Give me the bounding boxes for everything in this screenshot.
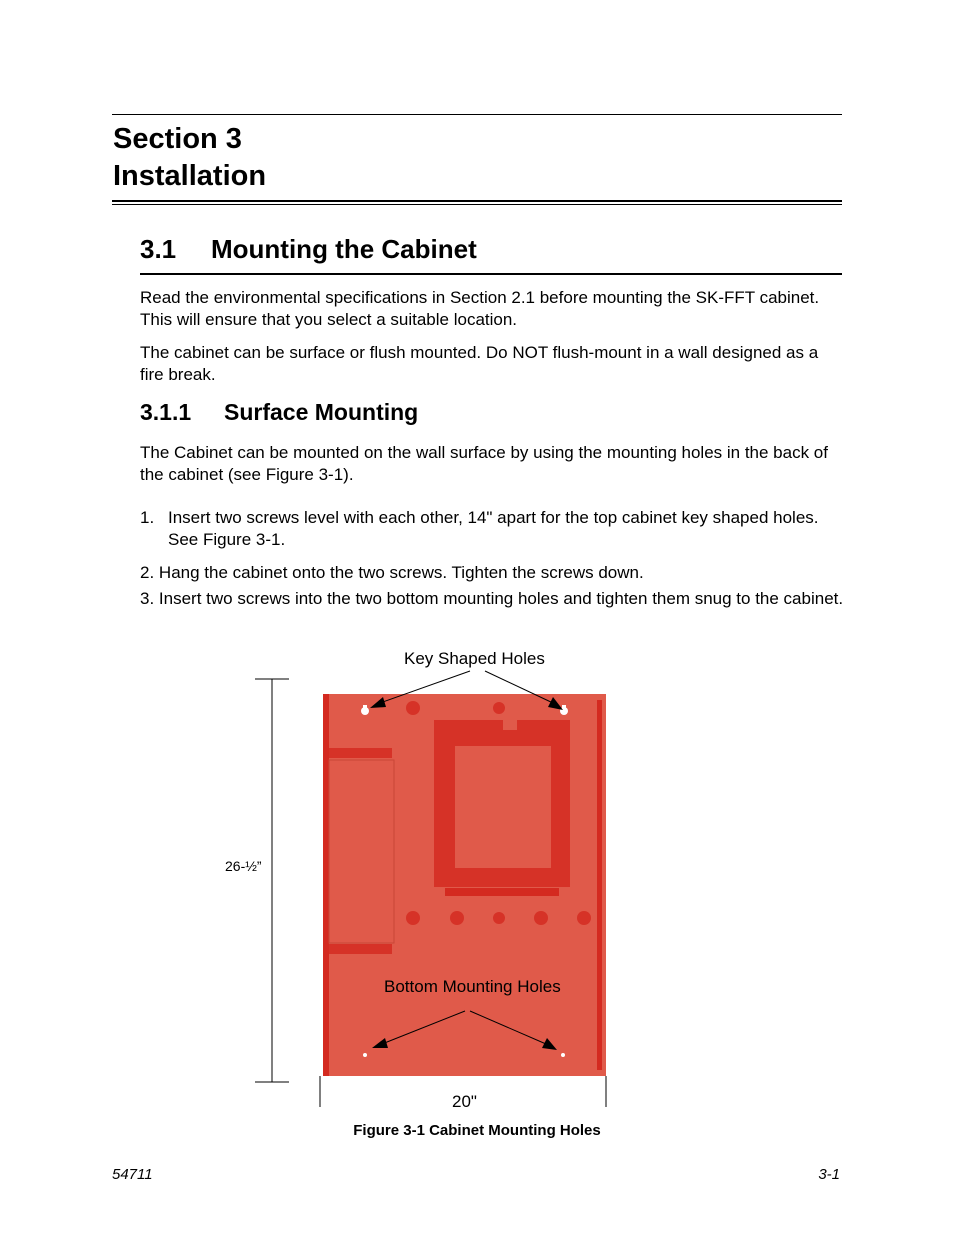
bottom-mounting-hole-right [561, 1053, 565, 1057]
knockout [450, 911, 464, 925]
heading-3-1-1-number: 3.1.1 [140, 399, 192, 425]
bottom-mounting-hole-left [363, 1053, 367, 1057]
step-text: Insert two screws level with each other, 14" apart for the top cabinet key shaped holes. See Figure 3-1. [168, 508, 819, 549]
knockout [406, 701, 420, 715]
left-panel-bottom-bar [329, 944, 392, 954]
knockout [493, 702, 505, 714]
key-shaped-hole-left-slot [363, 705, 367, 713]
key-shaped-holes-label: Key Shaped Holes [404, 649, 545, 668]
knockout [493, 912, 505, 924]
left-panel-top-bar [329, 748, 392, 758]
section-name: Installation [113, 160, 267, 192]
center-enclosure-base [445, 888, 559, 896]
step-number: 3. [140, 589, 155, 608]
step-number: 1. [140, 508, 155, 527]
step-number: 2. [140, 563, 155, 582]
knockout [534, 911, 548, 925]
section-number: Section 3 [113, 123, 242, 155]
step-text: Hang the cabinet onto the two screws. Tighten the screws down. [158, 563, 644, 582]
bottom-mounting-holes-label: Bottom Mounting Holes [384, 977, 561, 996]
knockout [406, 911, 420, 925]
cabinet-left-edge [323, 694, 329, 1076]
footer-page-number: 3-1 [818, 1166, 840, 1183]
paragraph-environment: Read the environmental specifications in Section 2.1 before mounting the SK-FFT cabinet. This will ensure that you select a suitable location. [140, 288, 820, 329]
left-panel [329, 760, 394, 943]
heading-3-1-title: Mounting the Cabinet [211, 234, 477, 264]
key-shaped-hole-right-slot [562, 705, 566, 713]
center-enclosure-inner [455, 746, 551, 868]
cabinet-right-edge [597, 700, 602, 1070]
paragraph-surface-intro: The Cabinet can be mounted on the wall surface by using the mounting holes in the back of the cabinet (see Figure 3-1). [140, 443, 828, 484]
width-dimension-label: 20" [452, 1092, 477, 1111]
footer-doc-number: 54711 [112, 1166, 153, 1183]
heading-3-1-1-title: Surface Mounting [224, 399, 419, 425]
step-text: Insert two screws into the two bottom mounting holes and tighten them snug to the cabinet. [158, 589, 844, 608]
heading-3-1-number: 3.1 [140, 234, 177, 264]
figure-caption: Figure 3-1 Cabinet Mounting Holes [353, 1122, 601, 1139]
height-dimension-label: 26-½” [225, 858, 262, 874]
knockout [577, 911, 591, 925]
center-enclosure-notch [503, 720, 517, 730]
paragraph-flush-mount: The cabinet can be surface or flush mounted. Do NOT flush-mount in a wall designed as a fire break. [140, 343, 819, 384]
